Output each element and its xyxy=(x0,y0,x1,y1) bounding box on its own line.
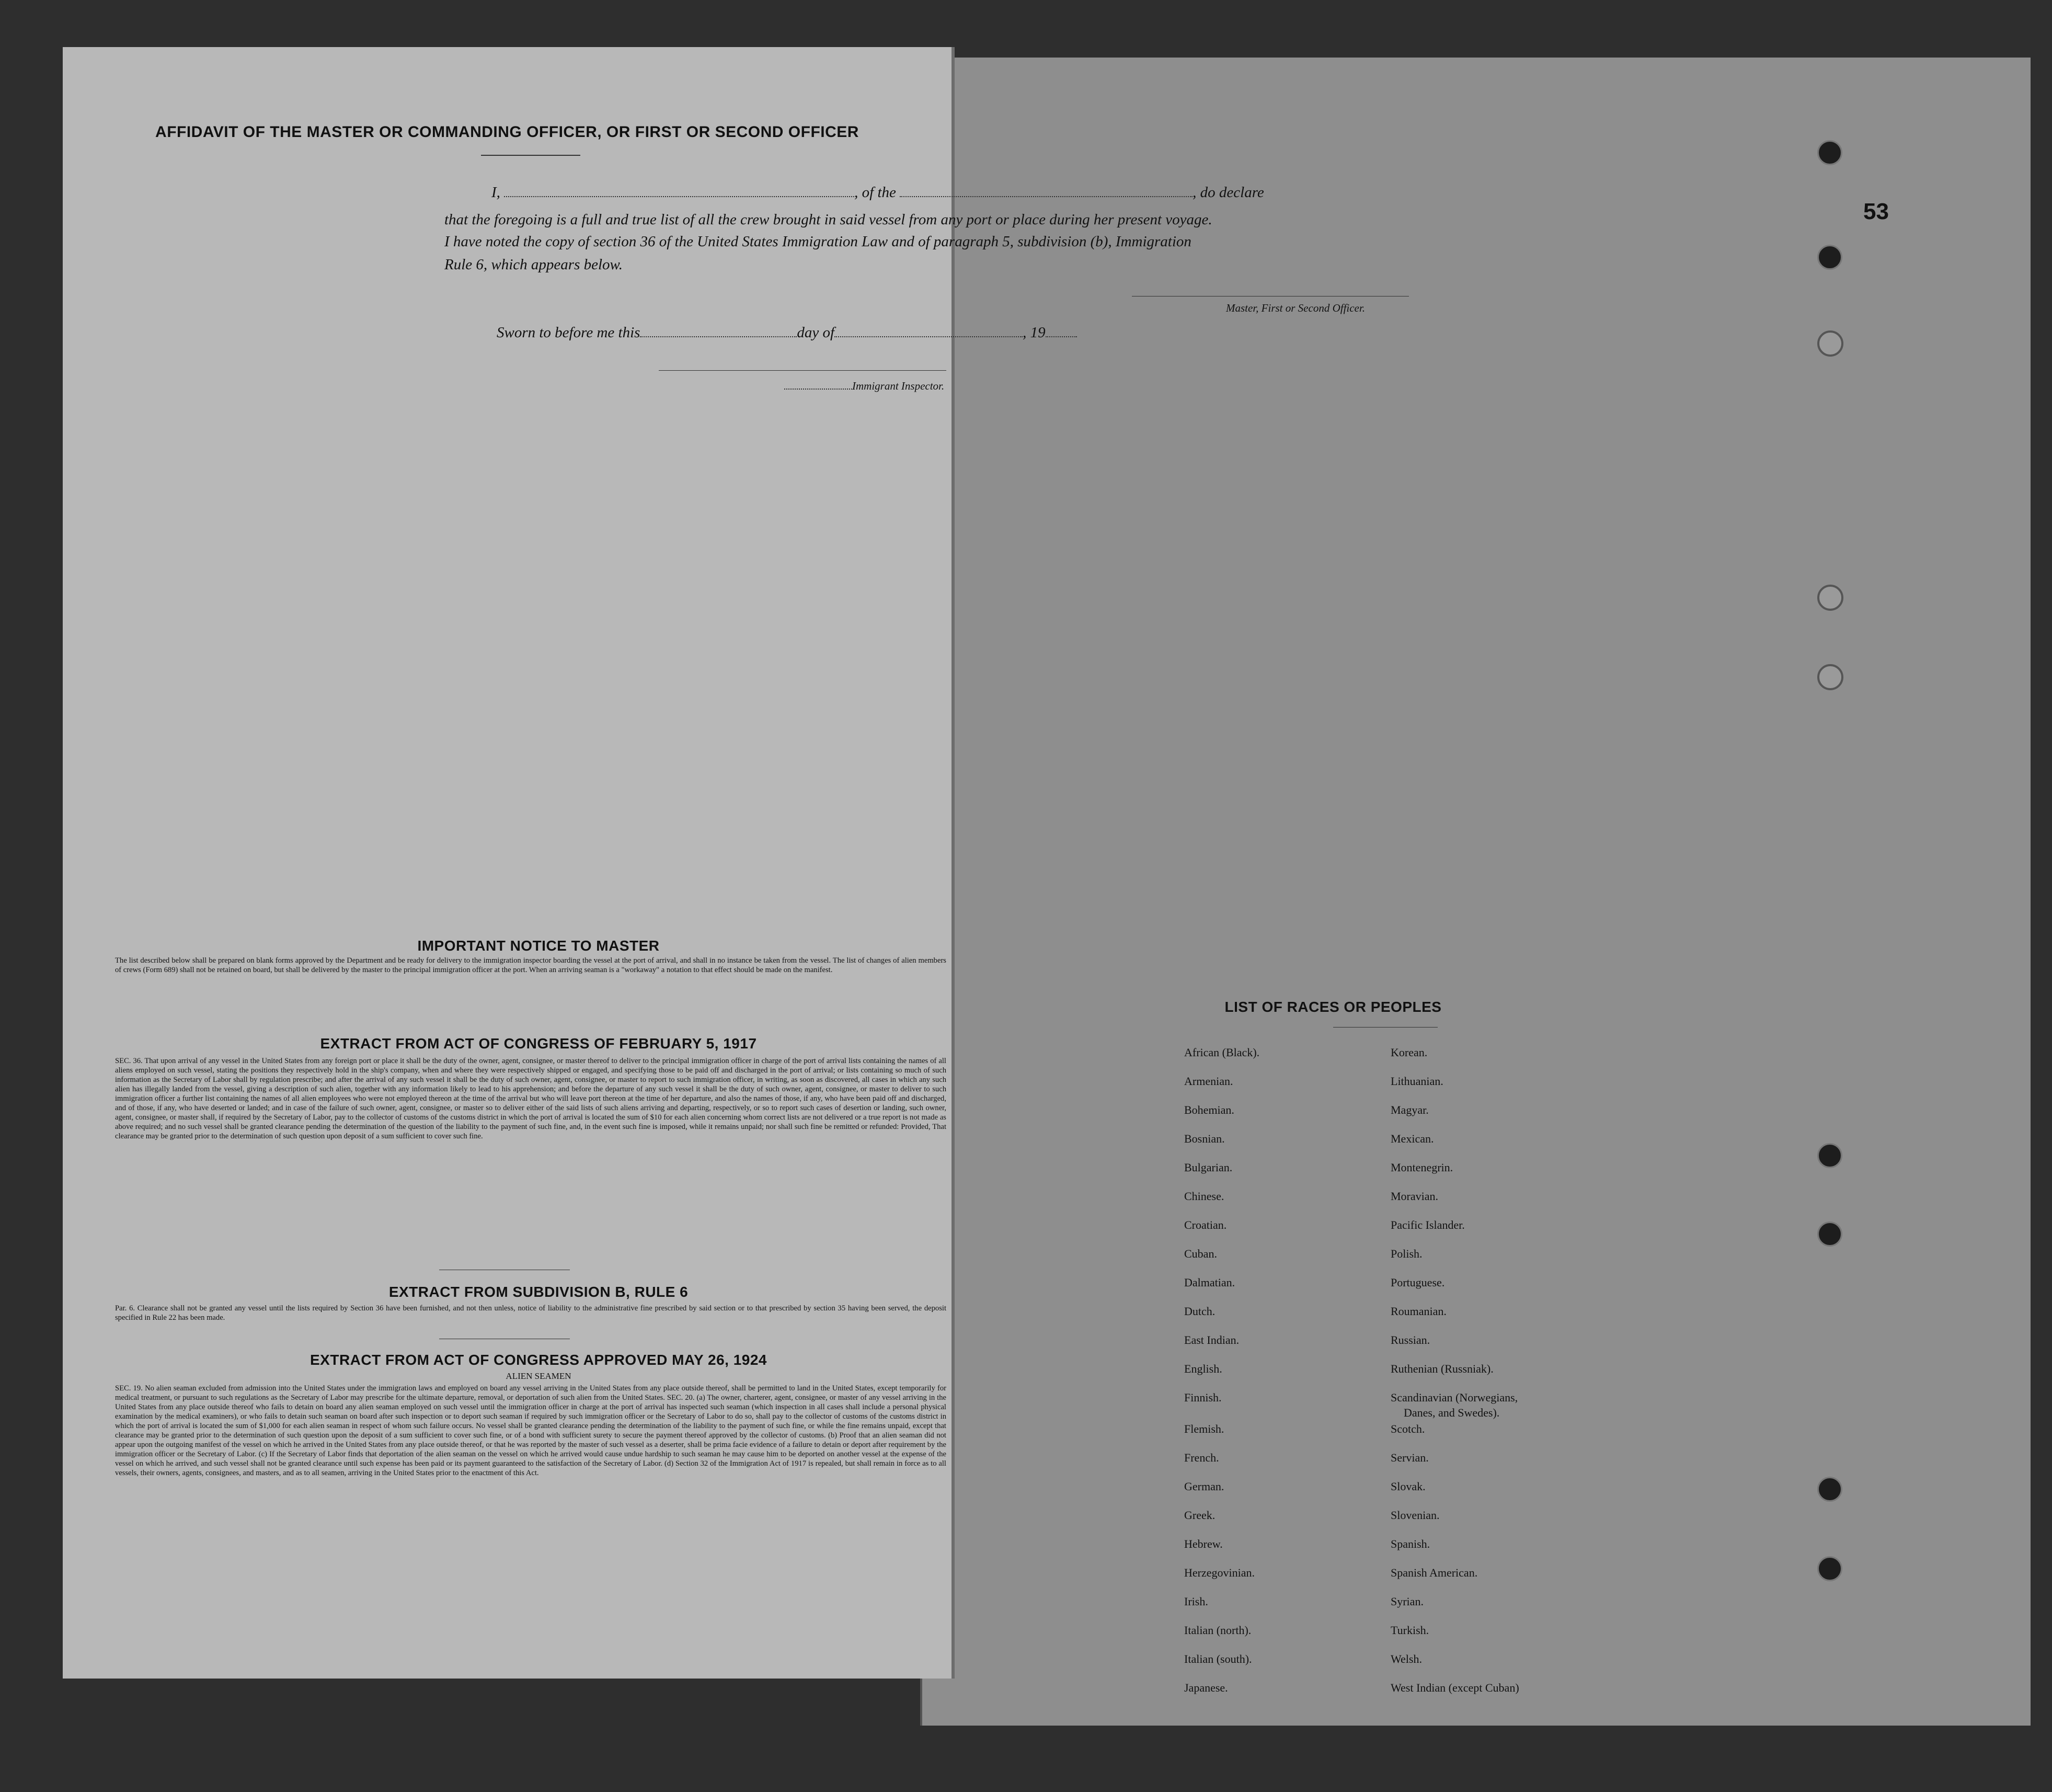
race-item: Bosnian. xyxy=(1184,1132,1225,1145)
affidavit-line-4: Rule 6, which appears below. xyxy=(444,256,623,273)
race-item: Chinese. xyxy=(1184,1190,1224,1203)
race-item: Armenian. xyxy=(1184,1075,1233,1088)
race-item: Bulgarian. xyxy=(1184,1161,1233,1174)
race-item: Slovenian. xyxy=(1391,1509,1440,1522)
race-item: Italian (north). xyxy=(1184,1624,1252,1637)
race-item: Greek. xyxy=(1184,1509,1216,1522)
punch-hole xyxy=(1817,1477,1842,1502)
punch-hole xyxy=(1817,1556,1842,1581)
punch-hole xyxy=(1817,245,1842,270)
affidavit-title: AFFIDAVIT OF THE MASTER OR COMMANDING OFFICER, OR FIRST OR SECOND OFFICER xyxy=(155,123,859,141)
races-title: LIST OF RACES OR PEOPLES xyxy=(1224,999,1442,1015)
race-item: Magyar. xyxy=(1391,1103,1429,1116)
vessel-blank xyxy=(900,185,1193,197)
race-item: African (Black). xyxy=(1184,1046,1260,1059)
day-blank xyxy=(640,325,797,337)
extract-1917-title: EXTRACT FROM ACT OF CONGRESS OF FEBRUARY 5, 1917 xyxy=(320,1035,757,1052)
race-item: Danes, and Swedes). xyxy=(1404,1406,1500,1419)
extract-1924-title: EXTRACT FROM ACT OF CONGRESS APPROVED MAY 26, 1924 xyxy=(310,1352,767,1368)
underlying-manifest-sheet xyxy=(920,58,2031,1726)
race-item: Mexican. xyxy=(1391,1132,1434,1145)
race-item: Servian. xyxy=(1391,1451,1429,1464)
race-item: Pacific Islander. xyxy=(1391,1218,1465,1231)
punch-hole xyxy=(1817,140,1842,165)
race-item: German. xyxy=(1184,1480,1224,1493)
race-item: Scotch. xyxy=(1391,1422,1425,1435)
races-rule xyxy=(1333,1027,1438,1028)
punch-hole xyxy=(1817,585,1843,611)
race-item: Syrian. xyxy=(1391,1595,1424,1608)
extract-1924-text: SEC. 19. No alien seaman excluded from admission into the United States under the immigration laws and employed on board any vessel arriving in the United States from any place outside thereof, shall be permitted to land in the United States, except temporarily for medical treatment, or pursuant to such regulations as the Secretary of Labor may prescribe for the ultimate departure, removal, or deportation of such alien from the United States. SEC. 20. (a) The owner, charterer, agent, consignee, or master of any vessel arriving in the United States from any place outside thereof who fails to detain on board any alien seaman employed on such vessel until the immigration officer in charge at the port of arrival has inspected such seaman (which inspection in all cases shall include a personal physical examination by the medical examiners), or who fails to detain such seaman on board after such inspection or to deport such seaman if required by such immigration officer or the Secretary of Labor to do so, shall pay to the collector of customs of the customs district in which the port of arrival is located the sum of $1,000 for each alien seaman in respect of whom such failure occurs. No vessel shall be granted clearance pending the determination of the liability to the payment of such fine, or while the fine remains unpaid, except that clearance may be granted prior to the determination of such question upon the deposit of a sum sufficient to cover such fine, or of a bond with sufficient surety to secure the payment thereof approved by the collector of customs. (b) Proof that an alien seaman did not appear upon the outgoing manifest of the vessel on which he arrived in the United States from any place outside thereof, or that he was reported by the master of such vessel as a deserter, shall be prima facie evidence of a failure to detain or deport after requirement by the immigration officer or the Secretary of Labor. (c) If the Secretary of Labor finds that deportation of the alien seaman on the vessel on which he arrived would cause undue hardship to such seaman he may cause him to be deported on another vessel at the expense of the vessel on which he arrived, and such vessel shall not be granted clearance until such expense has been paid or its payment guaranteed to the satisfaction of the Secretary of Labor. (d) Section 32 of the Immigration Act of 1917 is repealed, but shall remain in force as to all vessels, their owners, agents, consignees, and masters, and as to all seamen, arriving in the United States prior to the enactment of this Act. xyxy=(115,1384,946,1477)
page-number: 53 xyxy=(1863,199,1889,224)
race-item: Roumanian. xyxy=(1391,1305,1447,1318)
race-item: Dalmatian. xyxy=(1184,1276,1235,1289)
race-item: English. xyxy=(1184,1362,1222,1375)
race-item: Scandinavian (Norwegians, xyxy=(1391,1391,1518,1404)
race-item: Ruthenian (Russniak). xyxy=(1391,1362,1494,1375)
race-item: East Indian. xyxy=(1184,1333,1240,1346)
notice-text: The list described below shall be prepared on blank forms approved by the Department and be ready for delivery to the immigration inspector boarding the vessel at the port of arrival, and shall in no instance be taken from the vessel. The list of changes of alien members of crews (Form 689) shall not be retained on board, but shall be delivered by the master to the principal immigration officer at the port. When an arriving seaman is a "workaway" a notation to that effect should be made on the manifest. xyxy=(115,956,946,974)
race-item: Cuban. xyxy=(1184,1247,1217,1260)
punch-hole xyxy=(1817,1222,1842,1247)
race-item: Polish. xyxy=(1391,1247,1423,1260)
race-item: Italian (south). xyxy=(1184,1652,1252,1665)
race-item: Herzegovinian. xyxy=(1184,1566,1255,1579)
race-item: Welsh. xyxy=(1391,1652,1422,1665)
race-item: Russian. xyxy=(1391,1333,1430,1346)
punch-hole xyxy=(1817,330,1843,357)
extract-rule6-title: EXTRACT FROM SUBDIVISION B, RULE 6 xyxy=(388,1284,689,1300)
extract-1917-text: SEC. 36. That upon arrival of any vessel in the United States from any foreign port or place it shall be the duty of the owner, agent, consignee, or master thereof to deliver to the principal immigration officer in charge of the port of arrival lists containing the names of all aliens employed on such vessel, stating the positions they respectively hold in the ship's company, when and where they were respectively shipped or engaged, and specifying those to be paid off and discharged in the port of arrival; or lists containing so much of such information as the Secretary of Labor shall by regulation prescribe; and after the arrival of any such vessel it shall be the duty of such owner, agent, consignee, or master to report to such immigration officer, in writing, as soon as discovered, all cases in which any such alien has illegally landed from the vessel, giving a description of such alien, together with any information likely to lead to his apprehension; and before the departure of any such vessel it shall be the duty of such owner, agent, consignee, or master to deliver to such immigration officer a further list containing the names of all alien employees who were not employed thereon at the time of the arrival but who will leave port thereon at the time of her departure, and also the names of those, if any, who have been paid off and discharged, and of those, if any, who have deserted or landed; and in case of the failure of such owner, agent, consignee, or master so to deliver either of the said lists of such aliens arriving and departing, respectively, or so to report such cases of desertion or landing, such owner, agent, consignee, or master shall, if required by the Secretary of Labor, pay to the collector of customs of the customs district in which the port of arrival is located the sum of $10 for each alien concerning whom correct lists are not delivered or a true report is not made as above required; and no such vessel shall be granted clearance pending the determination of the question of the liability to the payment of such fine, and, in the event such fine is imposed, while it remains unpaid; nor shall such fine be remitted or refunded: Provided, That clearance may be granted prior to the determination of such question upon deposit of a sum sufficient to cover such fine. xyxy=(115,1057,946,1140)
race-item: Korean. xyxy=(1391,1046,1428,1059)
race-item: Dutch. xyxy=(1184,1305,1216,1318)
race-item: Turkish. xyxy=(1391,1624,1429,1637)
race-item: Croatian. xyxy=(1184,1218,1227,1231)
punch-hole xyxy=(1817,664,1843,690)
race-item: Slovak. xyxy=(1391,1480,1426,1493)
race-item: Hebrew. xyxy=(1184,1537,1223,1550)
affidavit-line-1: I, , of the , do declare xyxy=(491,184,1264,201)
inspector-signature-line xyxy=(659,370,946,371)
race-item: Moravian. xyxy=(1391,1190,1439,1203)
race-item: Spanish. xyxy=(1391,1537,1430,1550)
race-item: Finnish. xyxy=(1184,1391,1222,1404)
race-item: Irish. xyxy=(1184,1595,1208,1608)
race-item: Montenegrin. xyxy=(1391,1161,1453,1174)
notice-title: IMPORTANT NOTICE TO MASTER xyxy=(417,938,660,954)
race-item: Portuguese. xyxy=(1391,1276,1445,1289)
race-item: Bohemian. xyxy=(1184,1103,1234,1116)
race-item: Lithuanian. xyxy=(1391,1075,1443,1088)
extract-1924-subtitle: ALIEN SEAMEN xyxy=(506,1371,571,1381)
sworn-line: Sworn to before me this day of , 19 xyxy=(497,324,1077,341)
punch-hole xyxy=(1817,1143,1842,1168)
race-item: West Indian (except Cuban) xyxy=(1391,1681,1519,1694)
affidavit-line-3: I have noted the copy of section 36 of the United States Immigration Law and of paragraph 5, subdivision (b), Immigration xyxy=(444,233,1191,250)
race-item: Japanese. xyxy=(1184,1681,1228,1694)
month-blank xyxy=(834,325,1023,337)
name-blank xyxy=(504,185,854,197)
race-item: Flemish. xyxy=(1184,1422,1224,1435)
inspector-caption: Immigrant Inspector. xyxy=(784,380,944,393)
affidavit-line-2: that the foregoing is a full and true list of all the crew brought in said vessel from any port or place during her present voyage. xyxy=(444,211,1212,228)
extract-rule6-text: Par. 6. Clearance shall not be granted any vessel until the lists required by Section 36 have been furnished, and not then unless, notice of liability to the administrative fine prescribed by said section or to that prescribed by section 35 having been served, the deposit specified in Rule 22 has been made. xyxy=(115,1304,946,1322)
race-item: French. xyxy=(1184,1451,1219,1464)
year-blank xyxy=(1046,325,1077,337)
master-caption: Master, First or Second Officer. xyxy=(1226,302,1365,314)
race-item: Spanish American. xyxy=(1391,1566,1478,1579)
title-rule xyxy=(481,155,580,156)
